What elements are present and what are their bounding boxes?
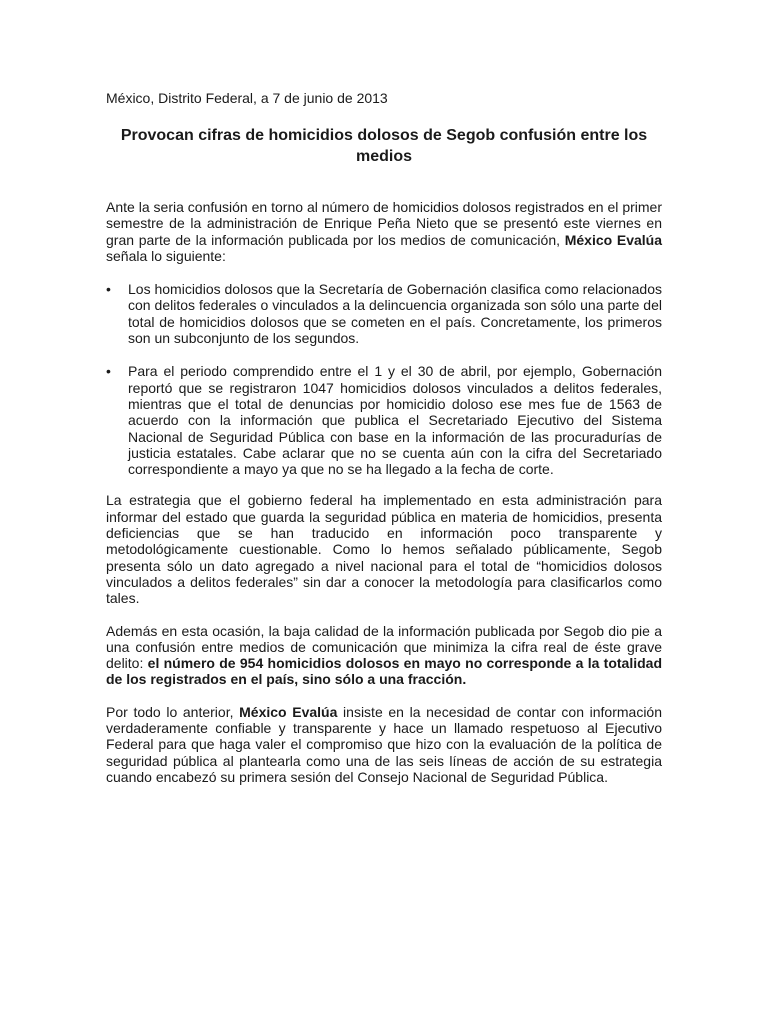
org-name: México Evalúa	[564, 231, 662, 248]
paragraph-strategy: La estrategia que el gobierno federal ha implementado en esta administración para informar del estado que guarda la seguridad pública en materia de homicidios, presenta deficiencias que se han traducido en información poco transparente y metodológicamente cuestionable. Como lo hemos señalado públicamente, Segob presenta sólo un dato agregado a nivel nacional para el total de “homicidios dolosos vinculados a delitos federales” sin dar a conocer la metodología para clasificarlos como tales.	[106, 492, 662, 607]
document-page	[106, 88, 662, 785]
paragraph-confusion-lead: Además en esta ocasión, la baja calidad de la información publicada por Segob dio pie a una confusión entre medios de comunicación que minimiza la cifra real de éste grave delito:	[106, 622, 662, 672]
paragraph-conclusion-tail: insiste en la necesidad de contar con información verdaderamente confiable y transparente y hace un llamado respetuoso al Ejecutivo Federal para que haga valer el compromiso que hizo con la evaluación de la política de seguridad pública al plantearla como una de las seis líneas de acción de su estrategia cuando encabezó su primera sesión del Consejo Nacional de Seguridad Pública.	[106, 703, 663, 785]
paragraph-intro-tail: señala lo siguiente:	[106, 247, 226, 264]
paragraph-intro	[106, 199, 662, 264]
bullet-marker: •	[106, 363, 111, 380]
bullet-item	[106, 281, 662, 346]
dateline: México, Distrito Federal, a 7 de junio de 2013	[106, 90, 388, 106]
bullet-text: Para el periodo comprendido entre el 1 y el 30 de abril, por ejemplo, Gobernación reportó que se registraron 1047 homicidios dolosos vinculados a delitos federales, mientras que el total de denuncias por homicidio doloso ese mes fue de 1563 de acuerdo con la información que publica el Secretariado Ejecutivo del Sistema Nacional de Seguridad Pública con base en la información de las procuradurías de justicia estatales. Cabe aclarar que no se cuenta aún con la cifra del Secretariado correspondiente a mayo ya que no se ha llegado a la fecha de corte.	[128, 363, 662, 478]
paragraph-confusion	[106, 623, 662, 688]
org-name: México Evalúa	[239, 703, 338, 720]
document-title: Provocan cifras de homicidios dolosos de Segob confusión entre los medios	[120, 127, 648, 165]
bullet-list	[106, 281, 662, 477]
bullet-text: Los homicidios dolosos que la Secretaría de Gobernación clasifica como relacionados con delitos federales o vinculados a la delincuencia organizada son sólo una parte del total de homicidios dolosos que se cometen en el país. Concretamente, los primeros son un subconjunto de los segundos.	[128, 281, 662, 347]
paragraph-conclusion-lead: Por todo lo anterior,	[106, 703, 240, 720]
paragraph-confusion-emphasis: el número de 954 homicidios dolosos en mayo no corresponde a la totalidad de los registrados en el país, sino sólo a una fracción.	[106, 655, 663, 688]
paragraph-intro-lead: Ante la seria confusión en torno al número de homicidios dolosos registrados en el primer semestre de la administración de Enrique Peña Nieto que se presentó este viernes en gran parte de la información publicada por los medios de comunicación,	[106, 199, 662, 248]
bullet-item	[106, 363, 662, 477]
bullet-marker: •	[106, 281, 111, 298]
paragraph-conclusion	[106, 704, 662, 785]
